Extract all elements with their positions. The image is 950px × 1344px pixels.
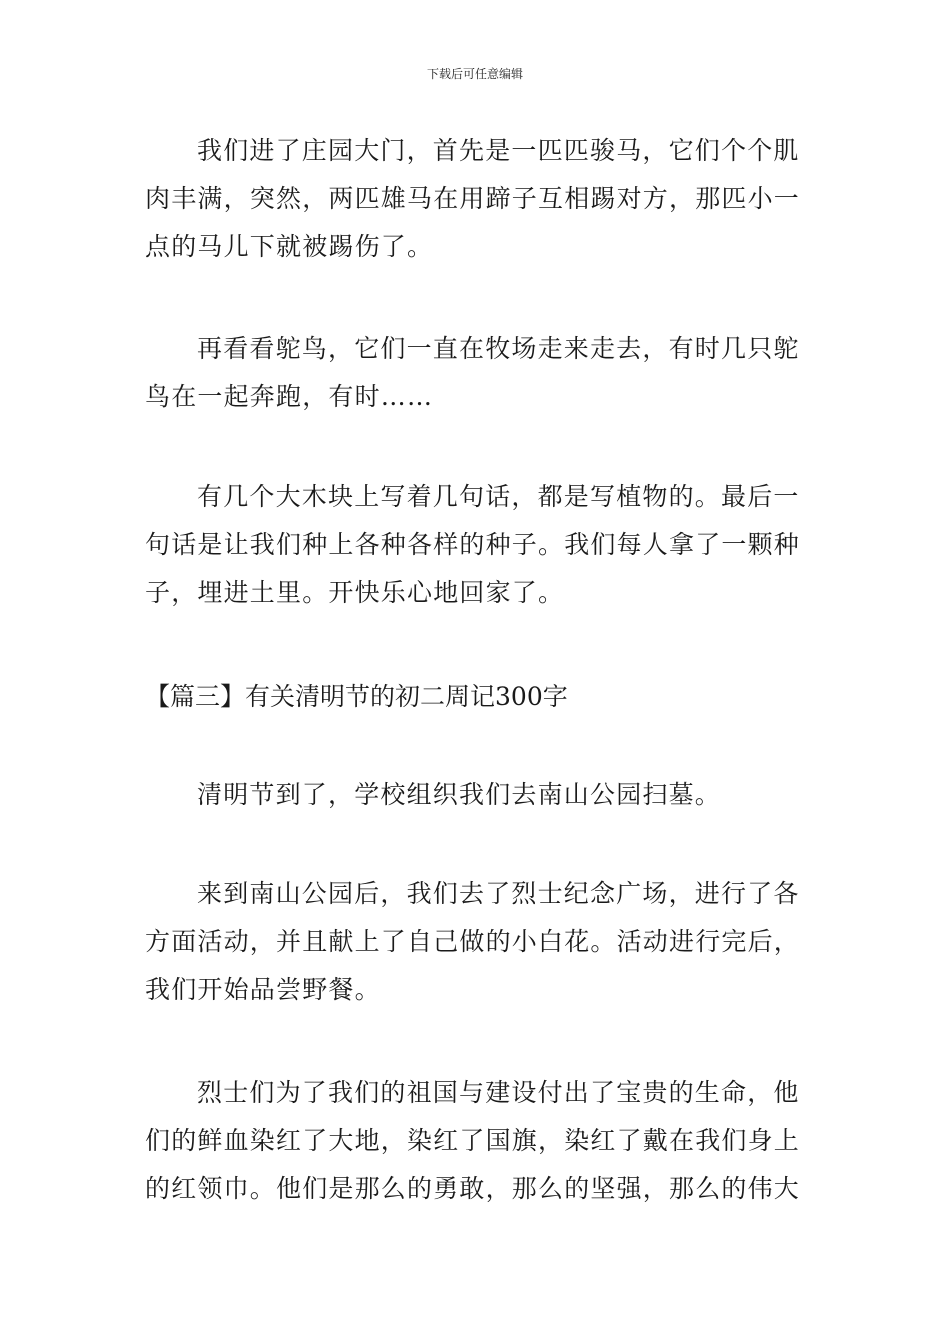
- paragraph-horses: [145, 127, 810, 271]
- page-header: 下载后可任意编辑: [426, 67, 523, 81]
- paragraph-line: 清明节到了，学校组织我们去南山公园扫墓。: [197, 780, 722, 809]
- paragraph-wooden-blocks: [145, 473, 810, 617]
- paragraph-line: 方面活动，并且献上了自己做的小白花。活动进行完后，: [145, 927, 801, 956]
- paragraph-martyrs: [145, 1069, 810, 1213]
- section-heading: 【篇三】有关清明节的初二周记300字: [145, 682, 568, 711]
- paragraph-qingming-intro: [145, 771, 810, 819]
- paragraph-line: 的红领巾。他们是那么的勇敢，那么的坚强，那么的伟大: [145, 1174, 801, 1203]
- paragraph-line: 我们开始品尝野餐。: [145, 975, 381, 1004]
- paragraph-line: 有几个大木块上写着几句话，都是写植物的。最后一: [197, 482, 800, 511]
- paragraph-line: 子，埋进土里。开快乐心地回家了。: [145, 578, 565, 607]
- paragraph-line: 句话是让我们种上各种各样的种子。我们每人拿了一颗种: [145, 530, 801, 559]
- paragraph-line: 们的鲜血染红了大地，染红了国旗，染红了戴在我们身上: [145, 1126, 801, 1155]
- paragraph-nanshan-park: [145, 870, 810, 1014]
- paragraph-line: 鸟在一起奔跑，有时……: [145, 382, 434, 411]
- paragraph-line: 我们进了庄园大门，首先是一匹匹骏马，它们个个肌: [197, 136, 800, 165]
- paragraph-line: 烈士们为了我们的祖国与建设付出了宝贵的生命，他: [197, 1078, 800, 1107]
- paragraph-ostriches: [145, 325, 810, 421]
- paragraph-line: 肉丰满，突然，两匹雄马在用蹄子互相踢对方，那匹小一: [145, 184, 801, 213]
- paragraph-line: 点的马儿下就被踢伤了。: [145, 232, 434, 261]
- paragraph-line: 再看看鸵鸟，它们一直在牧场走来走去，有时几只鸵: [197, 334, 800, 363]
- paragraph-line: 来到南山公园后，我们去了烈士纪念广场，进行了各: [197, 879, 800, 908]
